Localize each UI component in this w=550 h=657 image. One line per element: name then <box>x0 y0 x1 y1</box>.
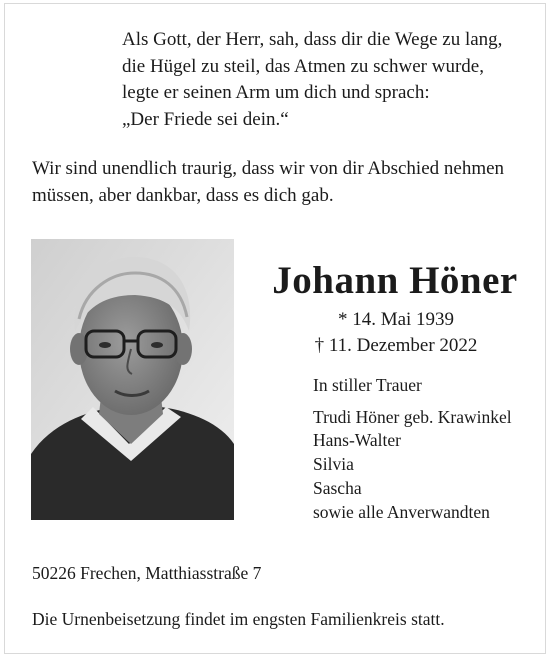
mourning-lead: In stiller Trauer <box>313 375 422 395</box>
life-dates <box>296 307 496 359</box>
poem-line: Als Gott, der Herr, sah, dass dir die Wege zu lang, <box>122 29 503 50</box>
deceased-name: Johann Höner <box>272 259 518 302</box>
portrait-photo <box>31 239 234 520</box>
mourner-name: Silvia <box>313 454 354 475</box>
death-date: † 11. Dezember 2022 <box>314 335 478 356</box>
mourner-name: Hans-Walter <box>313 430 401 451</box>
intro-text <box>32 155 537 209</box>
burial-notice: Die Urnenbeisetzung findet im engsten Familienkreis statt. <box>32 609 445 629</box>
address: 50226 Frechen, Matthiasstraße 7 <box>32 563 262 583</box>
poem-line: „Der Friede sei dein.“ <box>122 108 289 130</box>
mourner-name: sowie alle Anverwandten <box>313 501 490 522</box>
birth-date: * 14. Mai 1939 <box>337 309 455 330</box>
intro-line: Wir sind unendlich traurig, dass wir von dir Abschied nehmen <box>32 158 505 179</box>
poem <box>122 27 532 133</box>
mourners-block <box>313 374 538 524</box>
poem-line: die Hügel zu steil, das Atmen zu schwer wurde, <box>122 55 484 77</box>
mourner-name: Trudi Höner geb. Krawinkel <box>313 406 512 427</box>
poem-line: legte er seinen Arm um dich und sprach: <box>122 82 430 103</box>
intro-line: müssen, aber dankbar, dass es dich gab. <box>32 185 334 206</box>
mourner-name: Sascha <box>313 477 362 498</box>
